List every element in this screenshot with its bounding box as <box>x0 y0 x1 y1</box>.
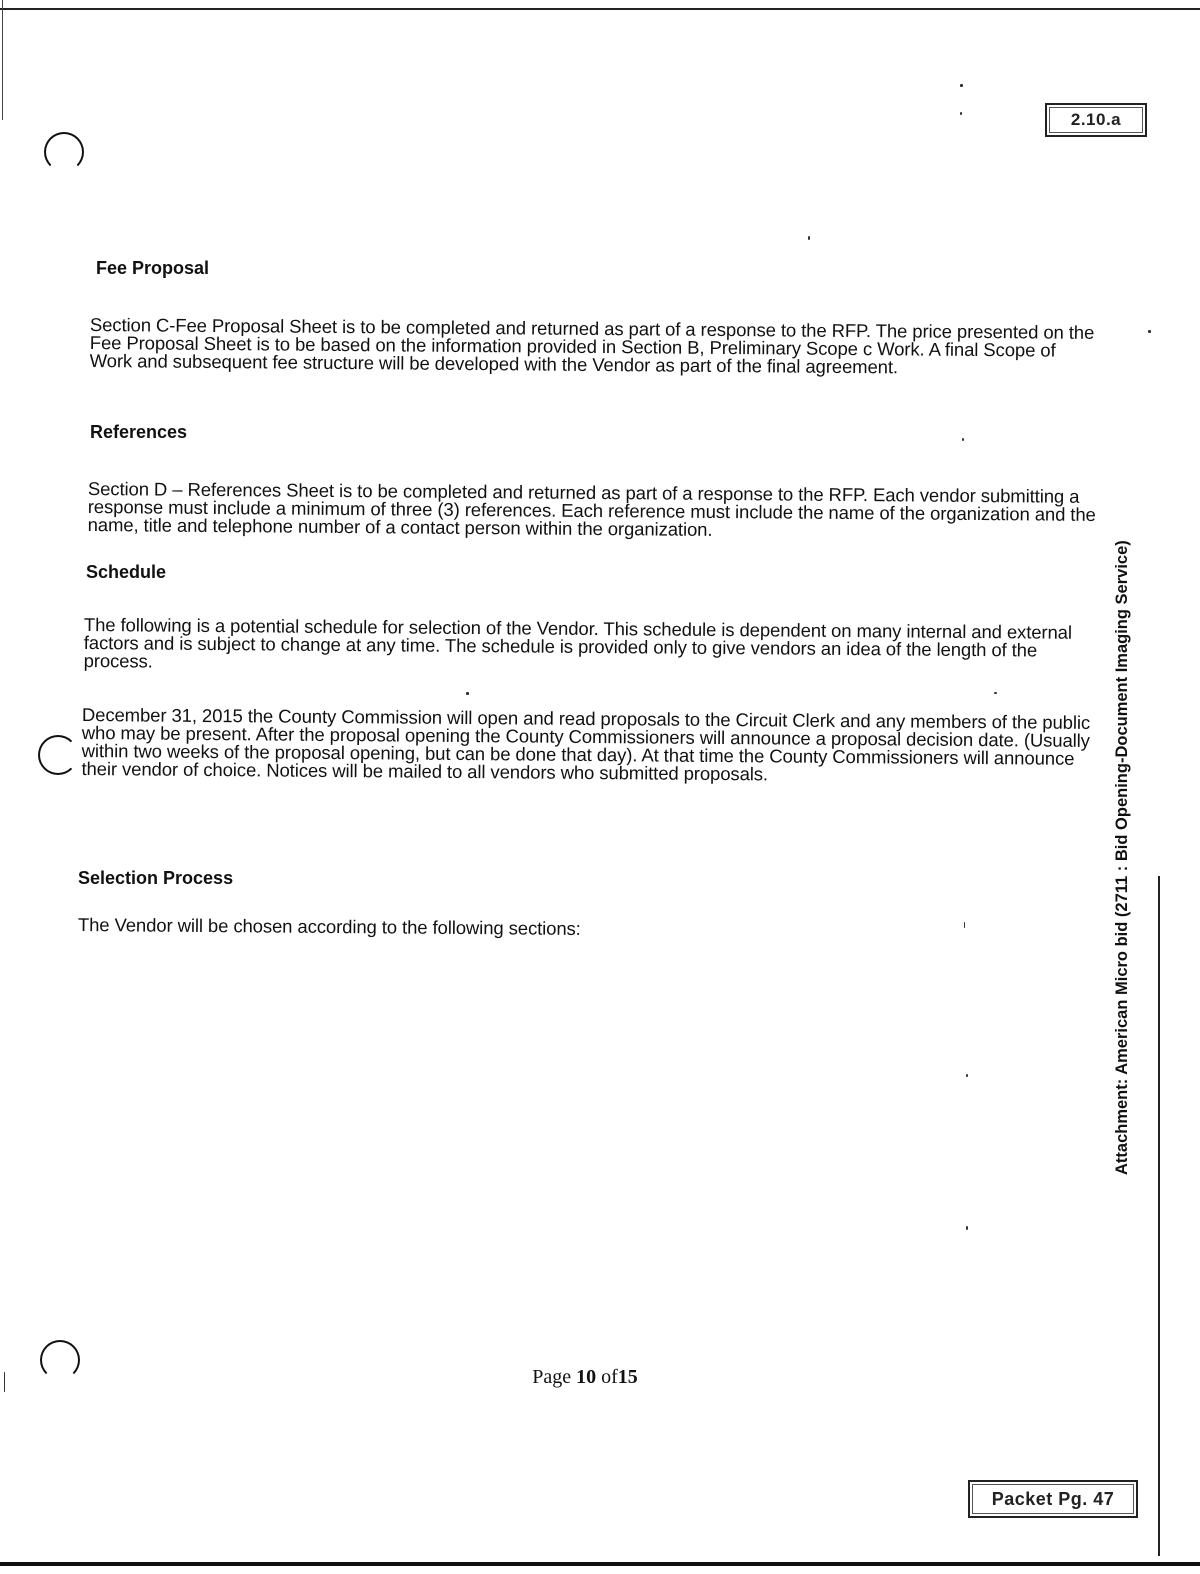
references-heading: References <box>90 422 188 442</box>
scan-edge-bottom <box>0 1562 1200 1566</box>
page-number <box>0 1366 1170 1389</box>
scan-speck <box>994 692 997 694</box>
page-prefix: Page <box>532 1366 572 1388</box>
scan-speck <box>466 692 469 695</box>
scan-speck <box>808 236 810 240</box>
selection-process-text: The Vendor will be chosen according to the following sections: <box>77 914 581 939</box>
fee-proposal-heading: Fee Proposal <box>96 258 210 278</box>
scan-edge-top <box>0 8 1200 10</box>
references-text: Section D – References Sheet is to be completed and returned as part of a response to the RFP. Each vendor submitting a response must include a minimum of three (3) references. Each reference must include the name of the organization and the name, title and telephone number of a contact person within the organization. <box>87 478 1096 540</box>
scan-speck <box>960 112 962 115</box>
scan-speck <box>1148 330 1151 333</box>
page-of: of <box>601 1366 618 1388</box>
schedule-heading: Schedule <box>86 562 167 582</box>
scan-speck <box>966 1074 968 1077</box>
item-tag-badge: 2.10.a <box>1045 103 1147 137</box>
fee-proposal-text: Section C-Fee Proposal Sheet is to be completed and returned as part of a response to the RFP. The price presented on the Fee Proposal Sheet is to be based on the information provided in Section B, Preliminary Scope c Work. A final Scope of Work and subsequent fee structure will be developed with the Vendor as part of the final agreement. <box>89 314 1095 378</box>
selection-process-heading: Selection Process <box>78 868 234 888</box>
schedule-text: The following is a potential schedule for selection of the Vendor. This schedule is dependent on many internal and external factors and is subject to change at any time. The schedule is provided only to give vendors an idea of the length of the process. <box>83 614 1073 672</box>
attachment-side-note: Attachment: American Micro bid (2711 : Bid Opening-Document Imaging Service) <box>1113 540 1131 1175</box>
scan-edge-right <box>1158 876 1160 1556</box>
scan-speck <box>964 922 965 928</box>
packet-page-badge: Packet Pg. 47 <box>968 1480 1138 1518</box>
scan-edge-left <box>2 0 3 120</box>
scan-speck <box>966 1226 968 1230</box>
punch-hole-top <box>44 132 84 172</box>
schedule-detail-text: December 31, 2015 the County Commission will open and read proposals to the Circuit Clerk and any members of the public who may be present. After the proposal opening the County Commissioners will announce a proposal decision date. (Usually within two weeks of the proposal opening, but can be done that day). At that time the County Commissioners will announce their vendor of choice. Notices will be mailed to all vendors who submitted proposals. <box>81 704 1091 785</box>
punch-hole-middle <box>38 735 78 775</box>
page-total: 15 <box>617 1366 638 1388</box>
scan-speck <box>960 84 963 87</box>
scan-speck <box>962 438 964 441</box>
page-current: 10 <box>576 1366 597 1388</box>
